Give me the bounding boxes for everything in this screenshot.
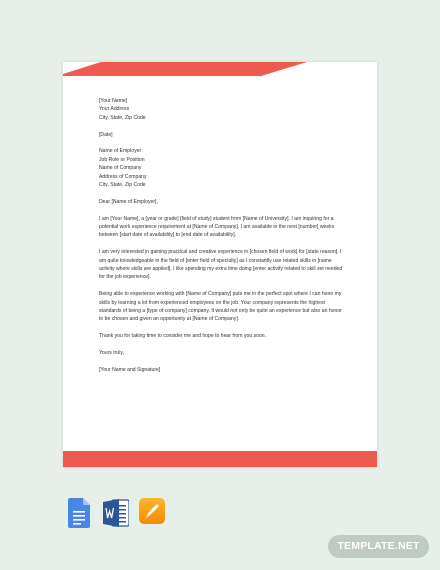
- body-paragraph-2: I am very interested in gaining practical and creative experience in [chosen field of work] for [state reason]. I am quite knowledgeable in the field of [enter field of specialty] as I constantly use related skills in [name activity where skills are applied]. I like spending my extra time doing [enter activity related to skill set needed for the job experience].: [99, 249, 343, 281]
- body-paragraph-1: I am [Your Name], a [year or grade] [field of study] student from [Name of University]. I am inquiring for a potential work experience requirement at [Name of Company]. I am available in the next [number] weeks between [start date of availability] to [end date of availability].: [99, 215, 335, 239]
- sender-block: [99, 97, 347, 122]
- letter-page: [63, 62, 377, 467]
- bottom-accent-bar: [63, 451, 377, 467]
- top-accent-stripe: [63, 62, 377, 76]
- salutation: Dear [Name of Employer],: [99, 198, 158, 205]
- signature: [Your Name and Signature]: [99, 366, 161, 373]
- sender-city: City, State, Zip Code: [99, 114, 146, 121]
- sender-address: Your Address: [99, 106, 130, 113]
- google-docs-icon[interactable]: [68, 498, 90, 528]
- word-icon[interactable]: [103, 498, 129, 528]
- recipient-company: Name of Company: [99, 165, 142, 172]
- body-paragraph-4: Thank you for taking time to consider me and hope to hear from you soon.: [99, 333, 267, 340]
- sender-name: [Your Name]: [99, 98, 128, 104]
- body-paragraph-3: Being able to experience working with [Name of Company] puts me in the perfect spot where I can hone my skills by learning a lot from experienced employees on the job. Your company represents the highest standards of being a [type of company] company. It would not only be quite an experience but also an honor to be chosen and given an opportunity at [Name of Company].: [99, 291, 342, 323]
- letter-content: [99, 97, 347, 383]
- closing: Yours truly,: [99, 350, 124, 357]
- recipient-block: [99, 147, 347, 189]
- recipient-role: Job Role or Position: [99, 156, 145, 163]
- template-net-watermark: TEMPLATE.NET: [328, 535, 429, 558]
- recipient-city: City, State, Zip Code: [99, 182, 146, 189]
- recipient-address: Address of Company: [99, 173, 147, 180]
- letter-date: [Date]: [99, 131, 113, 138]
- pages-icon[interactable]: [139, 498, 165, 524]
- recipient-employer: Name of Employer: [99, 148, 142, 155]
